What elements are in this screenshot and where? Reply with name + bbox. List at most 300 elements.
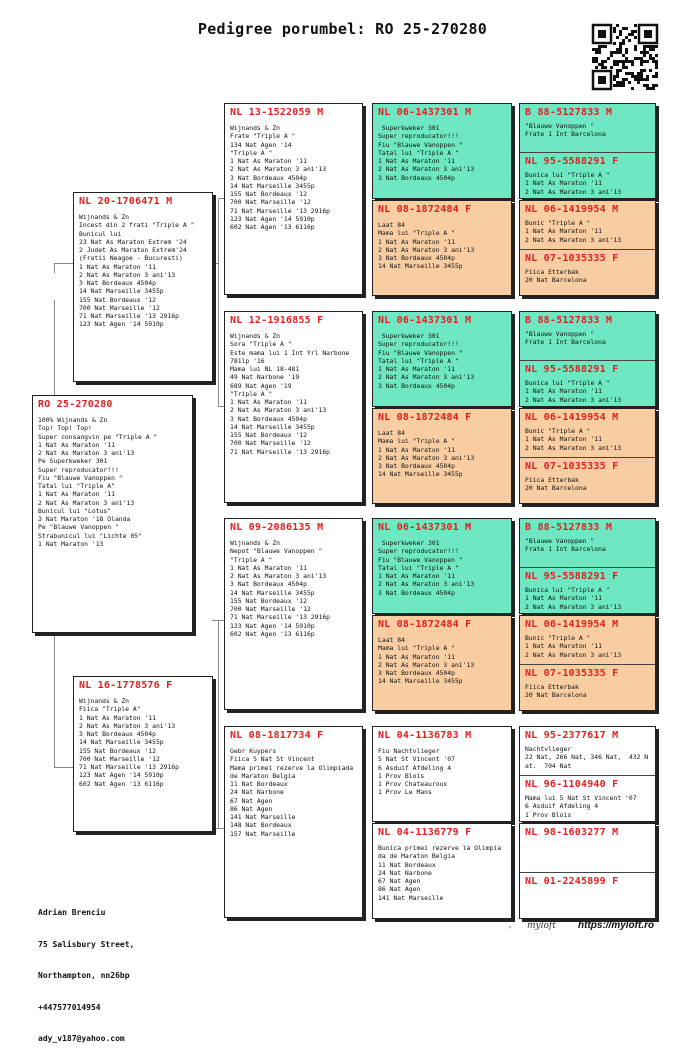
pigeon-notes — [378, 221, 506, 271]
note-line: Super reproducator!!! — [378, 132, 459, 141]
ring-number: NL 04-1136779 F — [378, 827, 472, 838]
note-line: 1 Nat As Maraton '11 — [38, 490, 115, 499]
address-line: Adrian Brenciu — [38, 908, 106, 917]
note-line: 86 Nat Agen — [230, 804, 273, 813]
note-line: 2 Nat As Maraton 3 ani'13 — [79, 270, 176, 279]
note-line: 700 Nat Marseille '12 — [230, 198, 311, 207]
pedigree-card-ggg1 — [519, 103, 656, 199]
note-line: 71 Nat Marseille '13 2916p — [79, 312, 180, 320]
pigeon-entry — [373, 312, 511, 408]
pigeon-notes — [230, 747, 357, 838]
note-line: 14 Nat Marseille 3455p — [230, 422, 315, 431]
note-line: Fiu "Blauwe Vanoppen " — [378, 348, 463, 357]
pigeon-notes — [525, 122, 650, 139]
email-link[interactable]: ady_v187@yahoo.com — [38, 1034, 125, 1043]
pigeon-entry — [520, 824, 655, 872]
note-line: Frate 1 Int Barcelona — [525, 545, 606, 554]
note-line: 6 Asduif Afdeling 4 — [378, 763, 452, 772]
pigeon-notes — [525, 586, 650, 611]
pigeon-entry — [520, 664, 655, 712]
note-line: 3 Nat Bordeaux 4504p — [378, 173, 455, 182]
pigeon-notes — [230, 124, 357, 231]
note-line: 155 Nat Bordeaux '12 — [230, 431, 307, 439]
pedigree-card-ggg7 — [519, 726, 656, 822]
note-line: 2 Nat As Maraton 3 ani'13 — [38, 498, 135, 507]
pigeon-notes — [378, 124, 506, 182]
pigeon-entry — [520, 727, 655, 775]
pigeon-entry — [520, 360, 655, 408]
note-line: 5 Nat St Vincent '07 — [378, 755, 455, 764]
brand-name: myloft — [527, 921, 556, 931]
note-line: (Fratii Neagoe - Bucuresti) — [79, 254, 183, 263]
note-line: 67 Nat Agen — [378, 877, 421, 885]
note-line: Bunica primei rezerve la Olimpia — [378, 844, 502, 852]
note-line: Wijnands & Zn — [230, 332, 281, 340]
pedigree-card-subject — [32, 395, 193, 633]
note-line: 2 Nat As Maraton 3 ani'13 — [230, 572, 327, 580]
note-line: "Triple A " — [230, 389, 273, 398]
note-line: Laat 84 — [378, 221, 405, 229]
note-line: 86 Nat Agen — [378, 885, 421, 894]
note-line: 155 Nat Bordeaux '12 — [79, 295, 156, 304]
note-line: Superkweker 301 — [378, 539, 440, 547]
note-line: Mama lui 5 Nat St Vincent '07 — [525, 794, 637, 802]
pedigree-card-ggg4 — [519, 408, 656, 504]
note-line: Nachtvlieger — [525, 745, 572, 753]
note-line: 1 Prov Chateauroux — [378, 780, 448, 788]
pigeon-notes — [378, 844, 506, 902]
note-line: Laat 84 — [378, 636, 405, 644]
note-line: 1 Nat As Maraton '11 — [525, 435, 602, 444]
note-line: 123 Nat Agen '14 5910p — [230, 214, 315, 223]
note-line: 1 Nat As Maraton '11 — [525, 227, 602, 236]
pigeon-notes — [525, 794, 650, 819]
note-line: 49 Nat Narbone '19 — [230, 373, 300, 382]
ring-number: NL 08-1872484 F — [378, 619, 472, 630]
note-line: Super reproducator!!! — [378, 547, 459, 556]
pigeon-entry — [373, 727, 511, 823]
pigeon-entry — [520, 152, 655, 200]
pigeon-notes — [79, 697, 207, 788]
note-line: Frate "Triple A " — [230, 132, 296, 141]
note-line: 602 Nat Agen '13 6116p — [79, 779, 164, 788]
note-line: 2 Nat As Maraton 3 ani'13 — [378, 453, 475, 462]
pigeon-notes — [230, 332, 357, 456]
note-line: 3 Nat Maraton '18 Olanda — [38, 515, 131, 523]
ring-number: B 88-5127833 M — [525, 107, 613, 118]
note-line: 11 Nat Bordeaux — [230, 780, 288, 788]
note-line: 1 Nat As Maraton '11 — [230, 157, 307, 165]
note-line: 22 Nat, 266 Nat, 346 Nat, 432 N — [525, 753, 649, 762]
note-line: 148 Nat Bordeaux — [230, 821, 292, 830]
note-line: 1 Nat As Maraton '11 — [525, 594, 602, 603]
pedigree-card-g1 — [224, 103, 363, 295]
website-link[interactable]: https://myloft.ro — [578, 920, 655, 931]
pedigree-card-gg6 — [372, 615, 512, 711]
pigeon-entry — [225, 104, 362, 296]
pedigree-card-g3 — [224, 518, 363, 710]
pigeon-notes — [525, 171, 650, 196]
pedigree-card-ggg2 — [519, 200, 656, 296]
pedigree-card-gg2 — [372, 200, 512, 296]
address-line: Northampton, nn26bp — [38, 971, 130, 980]
note-line: Wijnands & Zn — [79, 213, 130, 221]
note-line: 2 Nat As Maraton 3 ani'13 — [525, 235, 622, 244]
ring-number: NL 12-1916855 F — [230, 315, 324, 326]
note-line: Fiu "Blauwe Vanoppen " — [38, 473, 123, 482]
note-line: Pe "Blauwe Vanoppen " — [38, 523, 119, 532]
note-line: 781lp '16 — [230, 356, 265, 365]
note-line: 14 Nat Marseille 3455p — [230, 181, 315, 190]
note-line: 2 Nat As Maraton 3 ani'13 — [38, 449, 135, 457]
connector-line — [218, 198, 219, 406]
note-line: 1 Nat As Maraton '11 — [38, 440, 115, 449]
note-line: Top! Top! Top! — [38, 424, 92, 433]
note-line: 157 Nat Marseille — [230, 829, 296, 838]
note-line: 1 Prov Blois — [525, 810, 572, 819]
pigeon-notes — [378, 429, 506, 479]
note-line: 1 Nat As Maraton '11 — [378, 652, 455, 661]
note-line: 14 Nat Marseille 3455p — [79, 738, 164, 747]
pedigree-card-ggg5 — [519, 518, 656, 614]
pigeon-entry — [520, 457, 655, 505]
pigeon-notes — [525, 683, 650, 700]
pedigree-card-gg3 — [372, 311, 512, 407]
note-line: 2 Nat As Maraton 3 ani'13 — [230, 165, 327, 174]
pigeon-notes — [525, 427, 650, 452]
note-line: Tatal lui "Triple A " — [378, 356, 459, 365]
note-line: Bunic "Triple A " — [525, 219, 591, 227]
note-line: 11 Nat Bordeaux — [378, 860, 436, 869]
pigeon-notes — [378, 747, 506, 797]
note-line: "Triple A " — [230, 555, 273, 564]
note-line: Fiica 5 Nat St Vincent — [230, 755, 315, 764]
pigeon-notes — [525, 379, 650, 404]
note-line: 2 Nat As Maraton 3 ani'13 — [378, 165, 475, 174]
note-line: 3 Nat Bordeaux 4504p — [230, 173, 307, 182]
note-line: 3 Nat Bordeaux 4504p — [378, 462, 455, 470]
ring-number: NL 95-2377617 M — [525, 730, 619, 741]
note-line: Incest din 2 frati "Triple A " — [79, 221, 195, 230]
pedigree-card-gg8 — [372, 823, 512, 919]
pigeon-notes — [38, 416, 187, 548]
ring-number: NL 06-1419954 M — [525, 412, 619, 423]
note-line: Pe Superkweker 301 — [38, 457, 108, 466]
ring-number: NL 07-1035335 F — [525, 461, 619, 472]
note-line: 3 Nat Bordeaux 4504p — [79, 730, 156, 738]
note-line: 123 Nat Agen '14 5910p — [79, 320, 164, 329]
pigeon-notes — [525, 745, 650, 770]
note-line: Fiica Etterbak — [525, 476, 579, 484]
ring-number: NL 95-5588291 F — [525, 364, 619, 375]
note-line: 123 Nat Agen '14 5910p — [79, 771, 164, 780]
note-line: Sora "Triple A " — [230, 340, 292, 349]
ring-number: NL 04-1136783 M — [378, 730, 472, 741]
address-line: +447577014954 — [38, 1002, 101, 1012]
note-line: 1 Nat As Maraton '11 — [378, 157, 455, 165]
pigeon-entry — [520, 201, 655, 249]
pigeon-entry — [520, 775, 655, 823]
pigeon-entry — [520, 616, 655, 664]
pedigree-card-ggg3 — [519, 311, 656, 407]
note-line: 700 Nat Marseille '12 — [230, 605, 311, 613]
note-line: Fiica "Triple A" — [79, 705, 141, 714]
note-line: 2 Nat As Maraton 3 ani'13 — [230, 406, 327, 415]
pigeon-notes — [525, 268, 650, 285]
note-line: 3 Nat Bordeaux 4504p — [378, 669, 455, 677]
ring-number: NL 06-1437301 M — [378, 522, 472, 533]
note-line: 14 Nat Marseille 3455p — [378, 470, 463, 479]
note-line: Tatal lui "Triple A" — [38, 482, 115, 490]
note-line: Superkweker 301 — [378, 332, 440, 340]
note-line: 67 Nat Agen — [230, 796, 273, 805]
note-line: 20 Nat Barcelona — [525, 484, 587, 493]
pigeon-entry — [520, 567, 655, 615]
note-line: Laat 84 — [378, 429, 405, 437]
note-line: Mama lui NL 18-481 — [230, 365, 300, 373]
note-line: 2 Nat As Maraton 3 ani'13 — [525, 395, 622, 404]
note-line: Fiu Nachtvlieger — [378, 747, 440, 755]
note-line: Super reproducator!!! — [378, 340, 459, 349]
pigeon-entry — [520, 249, 655, 297]
note-line: 2 Nat As Maraton 3 ani'13 — [378, 373, 475, 382]
note-line: 1 Nat As Maraton '11 — [79, 713, 156, 722]
note-line: 141 Nat Marseille — [230, 813, 296, 821]
connector-line — [54, 767, 74, 768]
note-line: 1 Nat As Maraton '11 — [525, 387, 602, 396]
note-line: 1 Nat As Maraton '11 — [378, 365, 455, 373]
note-line: 1 Prov Blois — [378, 771, 425, 780]
note-line: 6 Asduif Afdeling 4 — [525, 802, 599, 811]
pigeon-entry — [373, 409, 511, 505]
pigeon-entry — [225, 312, 362, 504]
note-line: 2 Nat As Maraton 3 ani'13 — [378, 660, 475, 669]
note-line: at. 704 Nat — [525, 761, 572, 770]
note-line: "Blauwe Vanoppen " — [525, 122, 595, 130]
note-line: Super reproducator!!! — [38, 465, 119, 474]
pedigree-card-sire — [73, 192, 213, 382]
note-line: Frate 1 Int Barcelona — [525, 130, 606, 139]
note-line: 602 Nat Agen '13 6116p — [230, 629, 315, 638]
pigeon-entry — [520, 872, 655, 920]
note-line: Super consangvin pe "Triple A " — [38, 432, 158, 441]
note-line: 3 Nat Bordeaux 4504p — [378, 381, 455, 390]
pedigree-card-gg1 — [372, 103, 512, 199]
note-line: 2 Nat As Maraton 3 ani'13 — [378, 245, 475, 254]
connector-line — [54, 300, 55, 395]
connector-line — [218, 620, 219, 828]
note-line: 602 Nat Agen '13 6116p — [230, 223, 315, 231]
note-line: 134 Nat Agen '14 — [230, 140, 292, 149]
ring-number: NL 09-2086135 M — [230, 522, 324, 533]
note-line: 2 Nat As Maraton 3 ani'13 — [525, 187, 622, 196]
pedigree-card-g4 — [224, 726, 363, 918]
ring-number: NL 08-1872484 F — [378, 204, 472, 215]
note-line: 1 Nat As Maraton '11 — [230, 563, 307, 572]
note-line: Gebr Kuypers — [230, 747, 277, 755]
note-line: 71 Nat Marseille '13 2916p — [230, 613, 331, 622]
note-line: Este mama lui 1 Int Yrl Narbone — [230, 348, 350, 357]
note-line: 23 Nat As Maraton Extrem '24 — [79, 237, 187, 246]
note-line: 700 Nat Marseille '12 — [230, 439, 311, 448]
note-line: 1 Nat As Maraton '11 — [79, 262, 156, 271]
pigeon-notes — [525, 537, 650, 554]
note-line: 71 Nat Marseille '13 2916p — [230, 447, 331, 456]
note-line: 14 Nat Marseille 3455p — [230, 588, 315, 597]
note-line: 71 Nat Marseille '13 2916p — [230, 206, 331, 215]
pigeon-entry — [33, 396, 192, 634]
note-line: 1 Nat As Maraton '11 — [378, 445, 455, 454]
pigeon-notes — [525, 330, 650, 347]
pigeon-entry — [520, 312, 655, 360]
pigeon-notes — [378, 636, 506, 686]
note-line: 20 Nat Barcelona — [525, 276, 587, 285]
note-line: Tatal lui "Triple A " — [378, 148, 459, 157]
note-line: Wijnands & Zn — [230, 539, 281, 547]
note-line: Bunica lui "Triple A " — [525, 586, 610, 594]
note-line: 14 Nat Marseille 3455p — [378, 677, 463, 686]
ring-number: RO 25-270280 — [38, 399, 113, 410]
note-line: 24 Nat Narbone — [230, 788, 284, 797]
pedigree-card-gg7 — [372, 726, 512, 822]
ring-number: B 88-5127833 M — [525, 522, 613, 533]
note-line: 2 Nat As Maraton 3 ani'13 — [525, 650, 622, 659]
pigeon-entry — [225, 727, 362, 919]
ring-number: NL 16-1778576 F — [79, 680, 173, 691]
note-line: 689 Nat Agen '19 — [230, 381, 292, 390]
note-line: "Blauwe Vanoppen " — [525, 330, 595, 338]
note-line: 100% Wijnands & Zn — [38, 416, 108, 424]
note-line: 1 Nat As Maraton '11 — [525, 179, 602, 188]
note-line: 155 Nat Bordeaux '12 — [230, 596, 307, 605]
note-line: 20 Nat Barcelona — [525, 691, 587, 700]
note-line: 2 Nat As Maraton 3 ani'13 — [525, 443, 622, 452]
note-line: 14 Nat Marseille 3455p — [378, 262, 463, 271]
note-line: Fiica Etterbak — [525, 268, 579, 276]
ring-number: NL 08-1872484 F — [378, 412, 472, 423]
note-line: Wijnands & Zn — [230, 124, 281, 132]
pigeon-entry — [520, 519, 655, 567]
note-line: Mama lui "Triple A " — [378, 437, 455, 446]
pedigree-card-ggg8 — [519, 823, 656, 919]
note-line: 155 Nat Bordeaux '12 — [230, 190, 307, 198]
pigeon-notes — [79, 213, 207, 329]
myloft-logo-icon — [508, 919, 524, 935]
note-line: "Triple A " — [230, 148, 273, 157]
note-line: 700 Nat Marseille '12 — [79, 754, 160, 763]
note-line: Tatal lui "Triple A " — [378, 563, 459, 572]
pigeon-notes — [525, 476, 650, 493]
note-line: Bunica lui "Triple A " — [525, 379, 610, 387]
pigeon-notes — [230, 539, 357, 638]
pigeon-entry — [373, 616, 511, 712]
ring-number: NL 96-1104940 F — [525, 779, 619, 790]
ring-number: B 88-5127833 M — [525, 315, 613, 326]
note-line: da de Maraton Belgia — [378, 852, 455, 861]
note-line: Mama lui "Triple A " — [378, 229, 455, 238]
note-line: Fiica Etterbak — [525, 683, 579, 691]
note-line: Superkweker 301 — [378, 124, 440, 132]
note-line: Nepot "Blauwe Vanoppen " — [230, 547, 323, 556]
ring-number: NL 95-5588291 F — [525, 156, 619, 167]
note-line: 14 Nat Marseille 3455p — [79, 287, 164, 296]
pigeon-notes — [525, 634, 650, 659]
note-line: 3 Nat Bordeaux 4504p — [378, 588, 455, 597]
ring-number: NL 06-1437301 M — [378, 315, 472, 326]
note-line: Frate 1 Int Barcelona — [525, 338, 606, 347]
note-line: Bunic "Triple A " — [525, 634, 591, 642]
pigeon-entry — [373, 824, 511, 920]
ring-number: NL 98-1603277 M — [525, 827, 619, 838]
address-line: 75 Salisbury Street, — [38, 939, 135, 949]
ring-number: NL 08-1817734 F — [230, 730, 324, 741]
ring-number: NL 20-1706471 M — [79, 196, 173, 207]
note-line: 3 Nat Bordeaux 4504p — [79, 279, 156, 287]
note-line: Bunicul lui "Lotus" — [38, 506, 112, 515]
note-line: Bunic "Triple A " — [525, 427, 591, 435]
pedigree-card-gg4 — [372, 408, 512, 504]
note-line: 155 Nat Bordeaux '12 — [79, 746, 156, 755]
pigeon-notes — [378, 539, 506, 597]
note-line: 1 Nat As Maraton '11 — [525, 642, 602, 651]
note-line: Mama lui "Triple A " — [378, 644, 455, 653]
pigeon-entry — [520, 104, 655, 152]
note-line: 2 Nat As Maraton 3 ani'13 — [79, 721, 176, 730]
note-line: 2 Judet As Maraton Extrem'24 — [79, 246, 187, 254]
pigeon-notes — [378, 332, 506, 390]
note-line: 1 Nat As Maraton '11 — [378, 237, 455, 246]
note-line: de Maraton Belgia — [230, 771, 296, 780]
note-line: 1 Nat As Maraton '11 — [378, 572, 455, 580]
breeder-address — [38, 887, 134, 1055]
pigeon-entry — [520, 409, 655, 457]
pigeon-entry — [74, 193, 212, 383]
note-line: 1 Nat As Maraton '11 — [230, 398, 307, 406]
pedigree-card-gg5 — [372, 518, 512, 614]
pigeon-entry — [373, 519, 511, 615]
note-line: 1 Nat Maraton '13 — [38, 539, 104, 548]
note-line: 2 Nat As Maraton 3 ani'13 — [525, 602, 622, 611]
note-line: Fiu "Blauwe Vanoppen " — [378, 555, 463, 564]
connector-line — [212, 828, 224, 829]
note-line: 3 Nat Bordeaux 4504p — [230, 414, 307, 423]
pedigree-card-ggg6 — [519, 615, 656, 711]
pigeon-entry — [373, 104, 511, 200]
ring-number: NL 01-2245899 F — [525, 876, 619, 887]
ring-number: NL 06-1437301 M — [378, 107, 472, 118]
ring-number: NL 13-1522059 M — [230, 107, 324, 118]
note-line: 24 Nat Narbone — [378, 868, 432, 877]
note-line: Bunicul lui — [79, 229, 122, 238]
note-line: Mama primei rezerve la Olimpiada — [230, 763, 354, 772]
note-line: 71 Nat Marseille '13 2916p — [79, 763, 180, 771]
note-line: Strabunicul lui "Lichte 05" — [38, 531, 142, 540]
note-line: "Blauwe Vanoppen " — [525, 537, 595, 545]
note-line: 3 Nat Bordeaux 4504p — [230, 580, 307, 589]
note-line: 1 Prov Le Mans — [378, 788, 432, 797]
note-line: 141 Nat Marseille — [378, 893, 444, 902]
note-line: Bunica lui "Triple A " — [525, 171, 610, 179]
ring-number: NL 06-1419954 M — [525, 204, 619, 215]
pigeon-notes — [525, 219, 650, 244]
pedigree-card-dam — [73, 676, 213, 832]
note-line: 123 Nat Agen '14 5910p — [230, 621, 315, 630]
ring-number: NL 07-1035335 F — [525, 668, 619, 679]
note-line: 700 Nat Marseille '12 — [79, 303, 160, 312]
pigeon-entry — [74, 677, 212, 833]
pigeon-entry — [373, 201, 511, 297]
note-line: Fiu "Blauwe Vanoppen " — [378, 140, 463, 149]
